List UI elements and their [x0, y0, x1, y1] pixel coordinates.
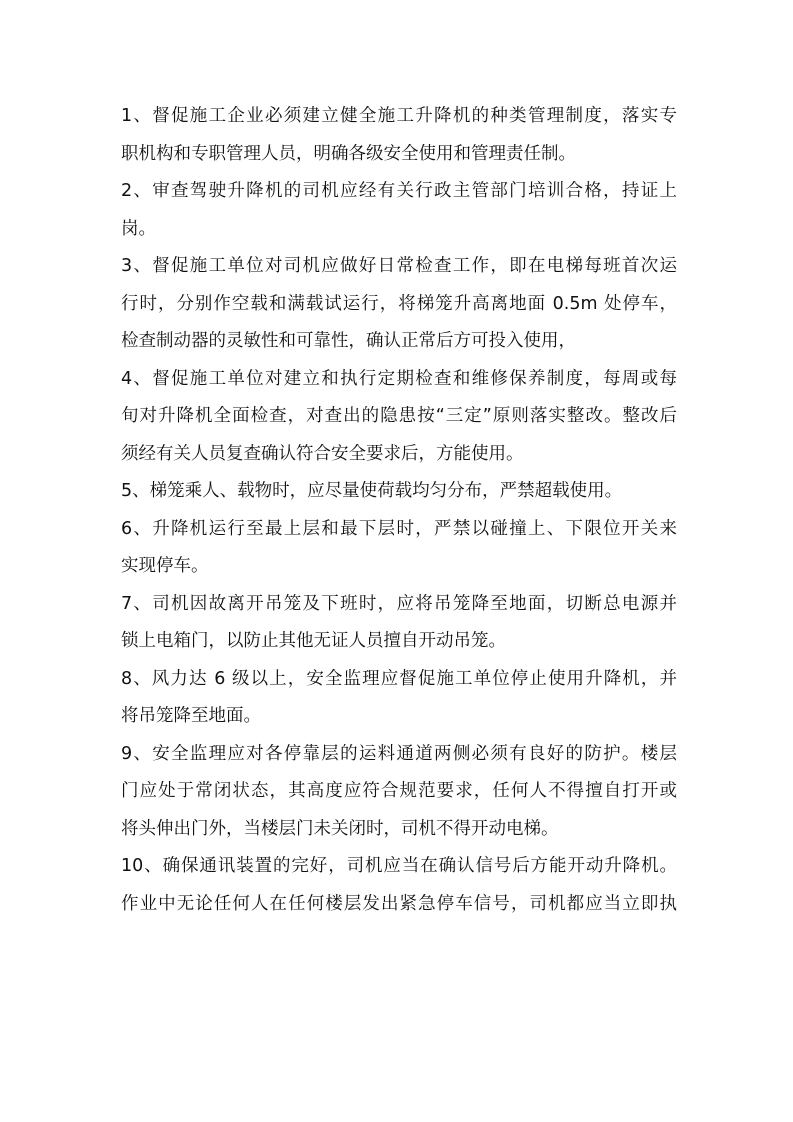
text-line: 锁上电箱门，以防止其他无证人员擅自开动吊笼。 [121, 631, 506, 651]
text-line: 作业中无论任何人在任何楼层发出紧急停车信号，司机都应当立即执 [121, 893, 677, 914]
text-line: 将吊笼降至地面。 [121, 706, 261, 726]
document-body [121, 98, 677, 923]
text-line: 9、安全监理应对各停靠层的运料通道两侧必须有良好的防护。楼层 [121, 743, 677, 764]
text-line: 行时，分别作空载和满载试运行，将梯笼升高离地面 0.5m 处停车， [121, 293, 677, 314]
text-line: 检查制动器的灵敏性和可靠性，确认正常后方可投入使用， [121, 331, 576, 351]
text-line: 7、司机因故离开吊笼及下班时，应将吊笼降至地面，切断总电源并 [121, 593, 677, 614]
text-line: 须经有关人员复查确认符合安全要求后，方能使用。 [121, 443, 524, 464]
text-line: 6、升降机运行至最上层和最下层时，严禁以碰撞上、下限位开关来 [121, 518, 677, 539]
text-line: 3、督促施工单位对司机应做好日常检查工作，即在电梯每班首次运 [121, 256, 677, 276]
text-line: 5、梯笼乘人、载物时，应尽量使荷载均匀分布，严禁超载使用。 [121, 481, 623, 501]
text-line: 门应处于常闭状态，其高度应符合规范要求，任何人不得擅自打开或 [121, 781, 677, 801]
text-line: 旬对升降机全面检查，对查出的隐患按“三定”原则落实整改。整改后 [121, 406, 677, 426]
text-line: 8、风力达 6 级以上，安全监理应督促施工单位停止使用升降机，并 [121, 668, 677, 689]
text-line: 2、审查驾驶升降机的司机应经有关行政主管部门培训合格，持证上 [121, 181, 677, 201]
text-line: 实现停车。 [121, 556, 209, 576]
text-line: 将头伸出门外，当楼层门未关闭时，司机不得开动电梯。 [121, 818, 559, 839]
text-line: 岗。 [121, 218, 156, 239]
text-line: 4、督促施工单位对建立和执行定期检查和维修保养制度，每周或每 [121, 368, 677, 389]
text-line: 10、确保通讯装置的完好，司机应当在确认信号后方能开动升降机。 [121, 856, 677, 876]
text-line: 职机构和专职管理人员，明确各级安全使用和管理责任制。 [121, 143, 576, 164]
text-line: 1、督促施工企业必须建立健全施工升降机的种类管理制度，落实专 [121, 106, 677, 126]
